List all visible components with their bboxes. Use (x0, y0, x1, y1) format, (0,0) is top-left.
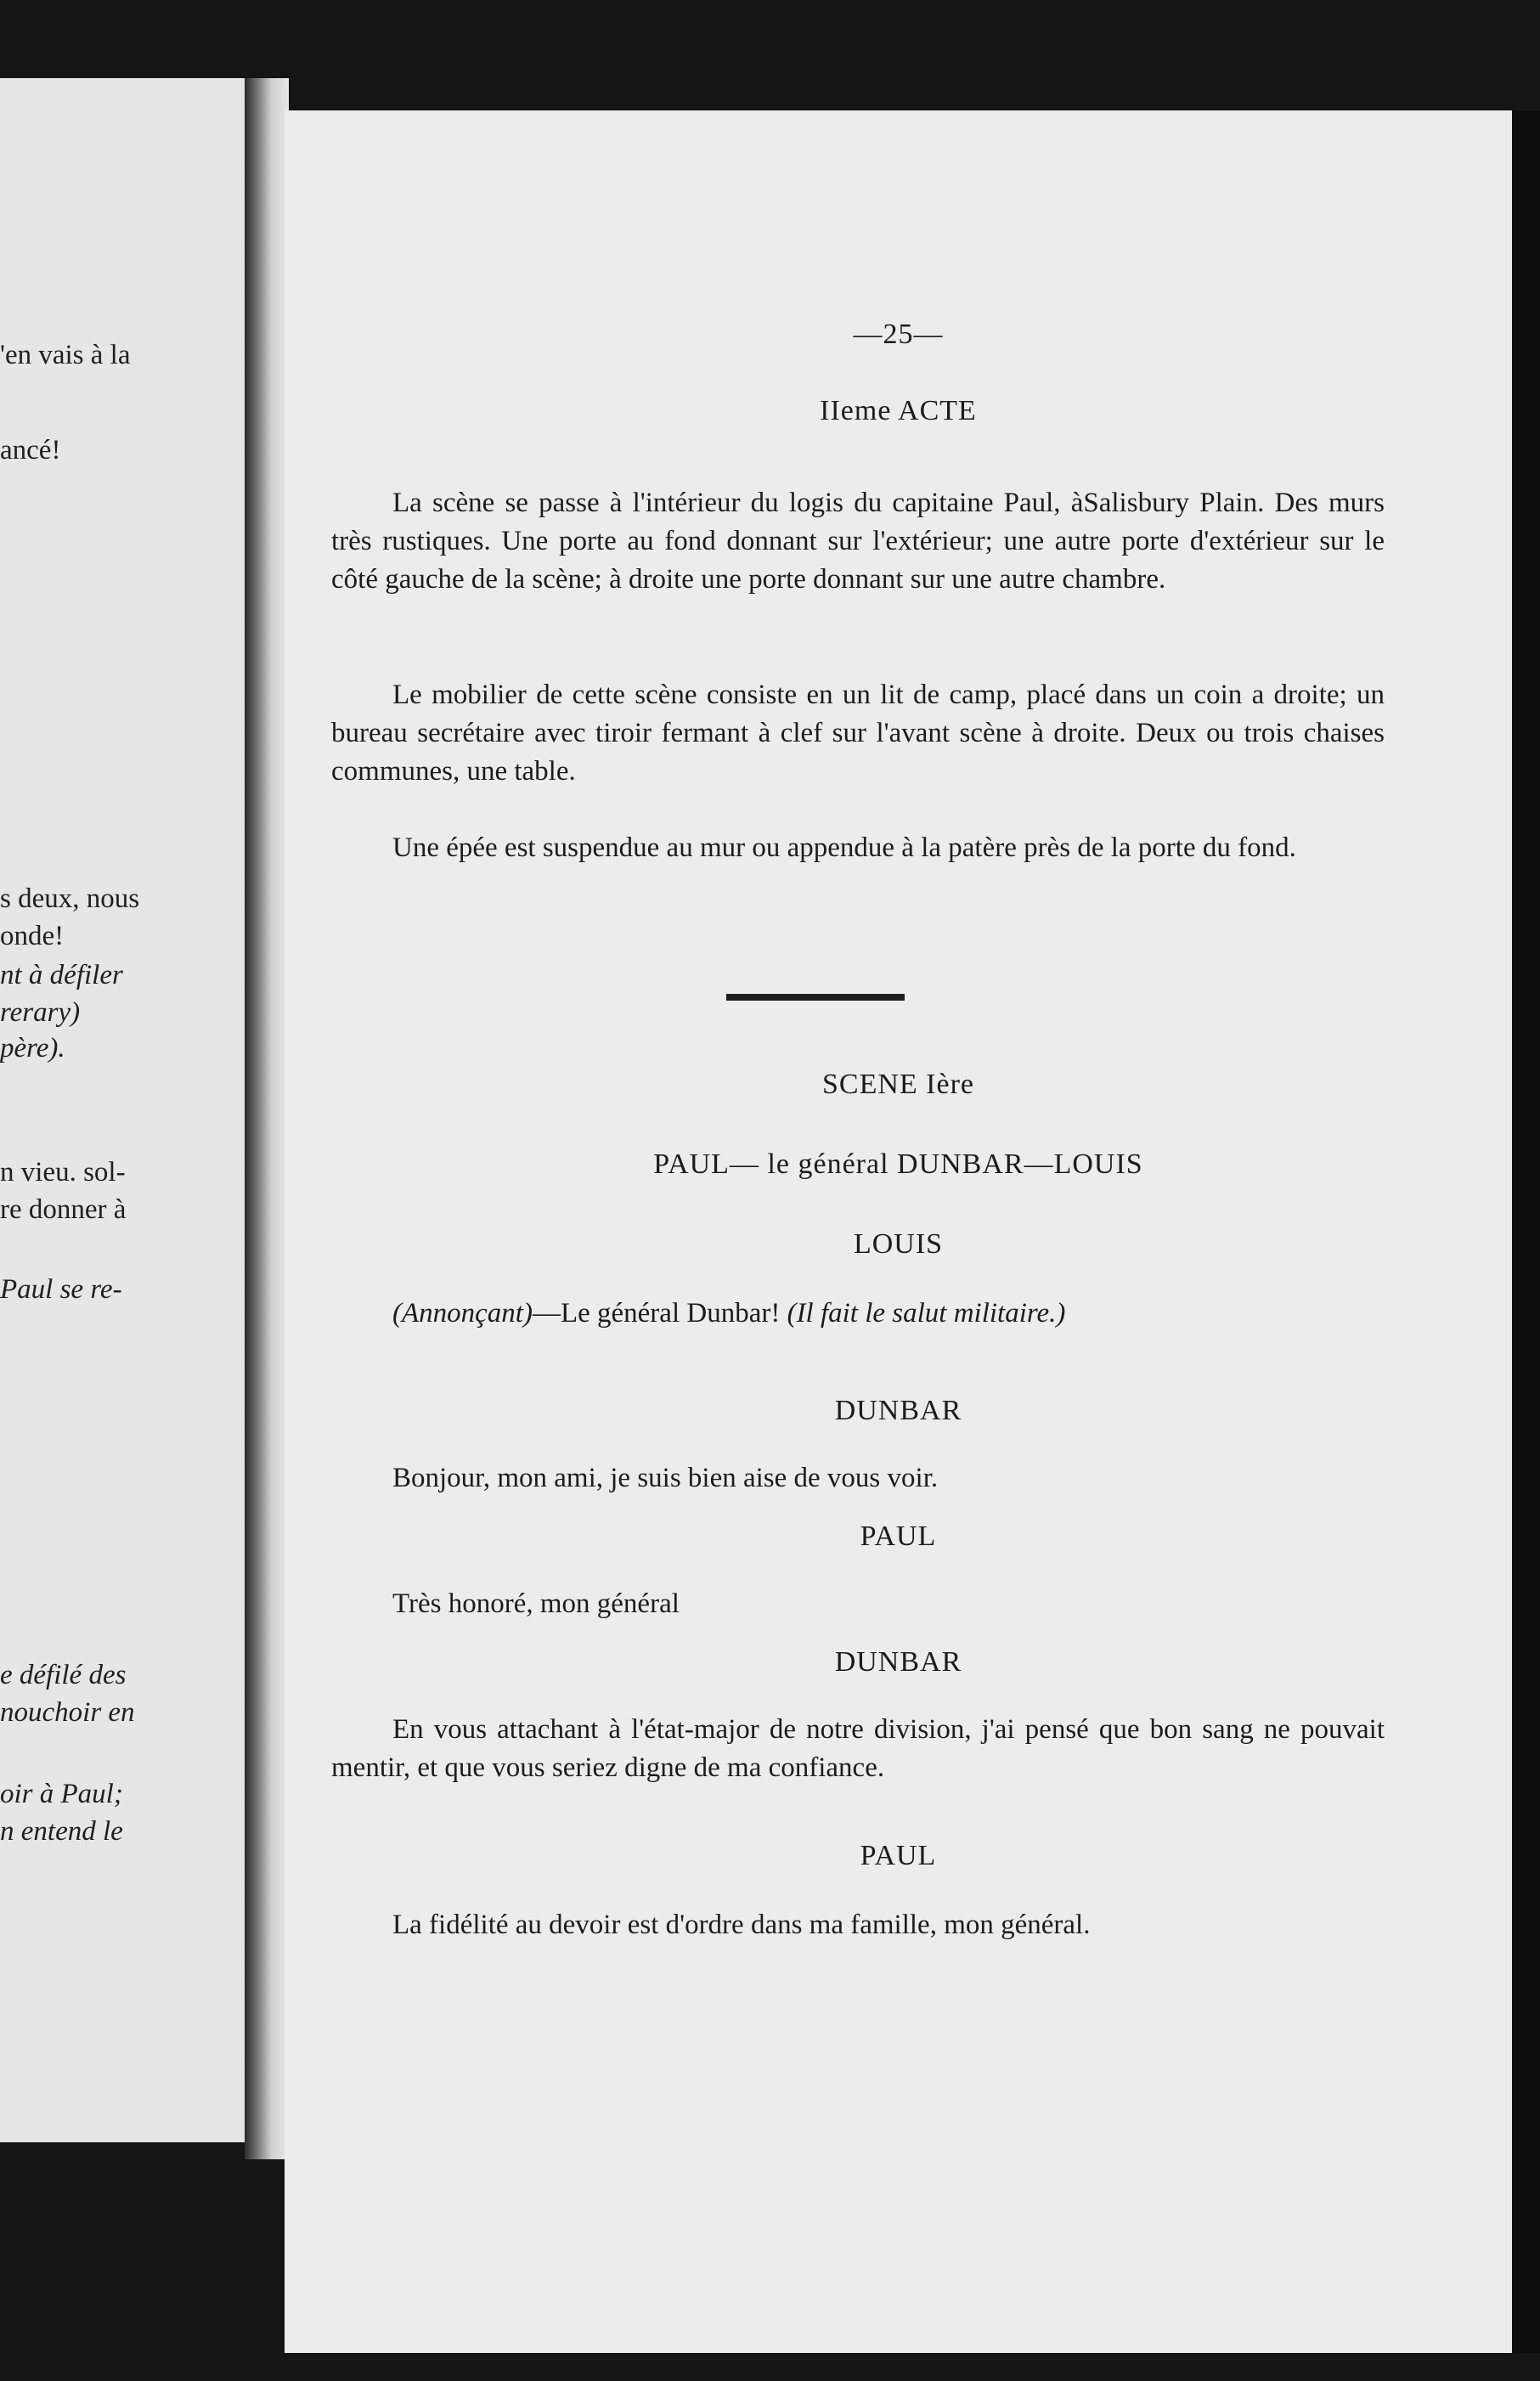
left-page (0, 78, 248, 2142)
section-divider (726, 994, 905, 1001)
page-edge-shadow (1512, 110, 1540, 2353)
speech-line: En vous attachant à l'état-major de notre division, j'ai pensé que bon sang ne pouvait mentir, et que vous seriez digne de ma confiance. (331, 1714, 1385, 1783)
left-text-fragment: n entend le (0, 1816, 123, 1847)
left-text-fragment: ancé! (0, 435, 61, 465)
page-number: —25— (853, 319, 944, 350)
stage-direction: Une épée est suspendue au mur ou appendue à la patère près de la porte du fond. (392, 832, 1296, 863)
speaker-name: DUNBAR (834, 1395, 962, 1426)
speech-line: Très honoré, mon général (392, 1588, 680, 1619)
act-title: IIeme ACTE (820, 395, 977, 426)
left-text-fragment: 'en vais à la (0, 340, 131, 370)
book-gutter (245, 78, 289, 2159)
speaker-name: DUNBAR (834, 1646, 962, 1678)
speech-line (331, 1295, 1385, 1333)
left-text-fragment: père). (0, 1033, 65, 1064)
stage-direction-inline: (Il fait le salut militaire.) (787, 1298, 1066, 1329)
stage-direction-inline: (Annonçant) (392, 1298, 533, 1329)
left-text-fragment: s deux, nous (0, 883, 140, 914)
right-page (285, 110, 1512, 2353)
character-list: PAUL— le général DUNBAR—LOUIS (653, 1148, 1143, 1180)
left-text-fragment: oir à Paul; (0, 1779, 123, 1809)
stage-direction: La scène se passe à l'intérieur du logis du capitaine Paul, àSalisbury Plain. Des murs très rustiques. Une porte au fond donnant sur l'extérieur; une autre porte d'extérieur sur le côté gauche de la scène; à droite une porte donnant sur une autre chambre. (331, 488, 1385, 595)
left-text-fragment: e défilé des (0, 1660, 127, 1690)
speaker-name: LOUIS (853, 1228, 944, 1260)
left-text-fragment: onde! (0, 921, 65, 951)
speech-line: La fidélité au devoir est d'ordre dans ma famille, mon général. (392, 1910, 1091, 1940)
left-text-fragment: nouchoir en (0, 1697, 135, 1728)
speaker-name: PAUL (860, 1521, 937, 1552)
speech-line: Bonjour, mon ami, je suis bien aise de vous voir. (392, 1463, 939, 1493)
left-text-fragment: nt à défiler (0, 960, 123, 990)
left-text-fragment: re donner à (0, 1194, 127, 1225)
speaker-name: PAUL (860, 1840, 937, 1871)
left-text-fragment: rerary) (0, 997, 81, 1028)
left-text-fragment: n vieu. sol- (0, 1157, 126, 1188)
left-text-fragment: Paul se re- (0, 1274, 122, 1305)
speech-text: —Le général Dunbar! (532, 1298, 781, 1329)
scene-title: SCENE Ière (821, 1069, 974, 1100)
stage-direction: Le mobilier de cette scène consiste en un lit de camp, placé dans un coin a droite; un bureau secrétaire avec tiroir fermant à clef sur l'avant scène à droite. Deux ou trois chaises communes, une table. (331, 680, 1385, 787)
